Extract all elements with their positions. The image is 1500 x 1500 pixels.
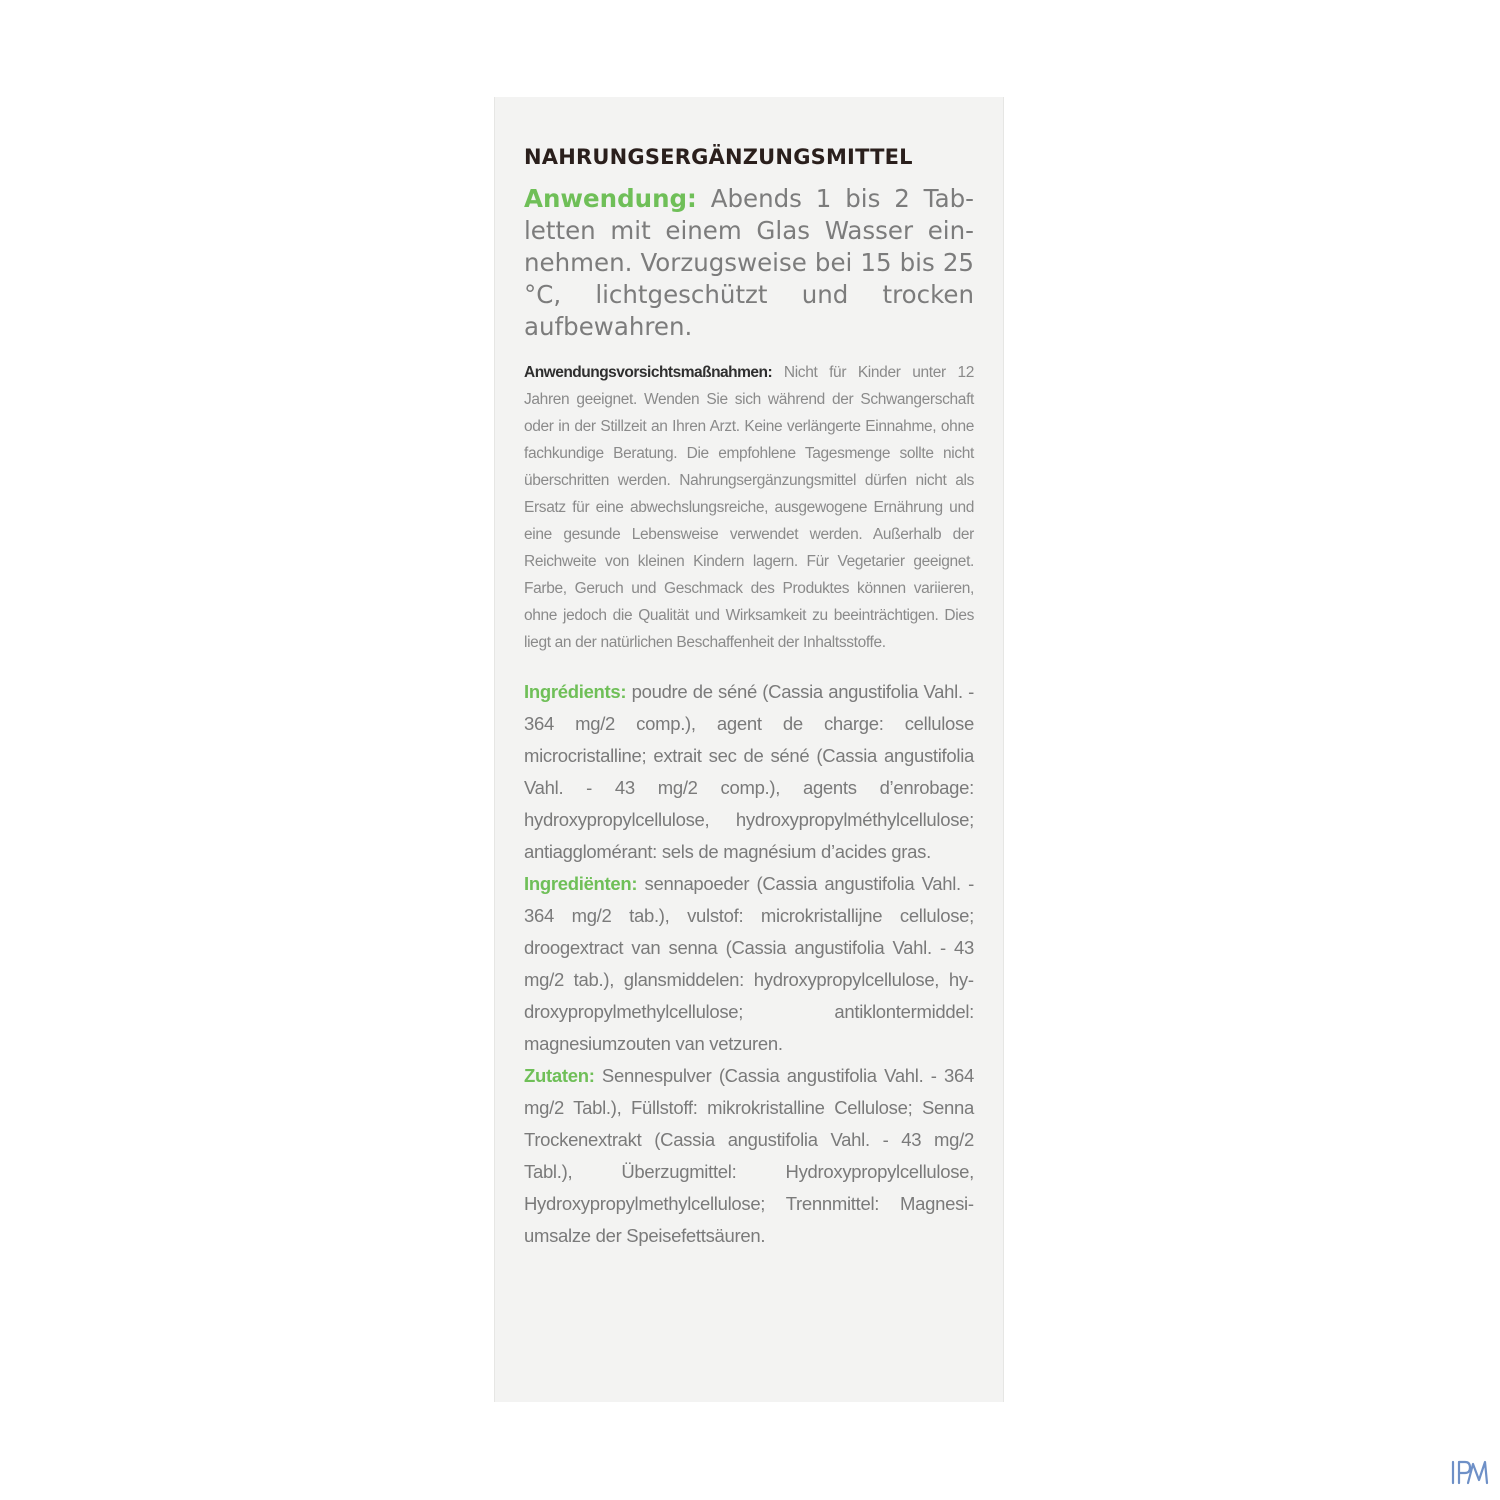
ingredients-fr-text: poudre de séné (Cassia angustifolia Vahl. - 364 mg/2 comp.), agent de charge: cellulose microcristalline; extrait sec de séné (Cassia angustifolia Vahl. - 43 mg/2 comp.), agents d’enrobage: hydroxypropylcellulose, hydroxypropylméthylcellulose; antiagglomérant: sels de magnésium d’acides gras. (524, 681, 974, 862)
precautions-label: Anwendungsvorsichtsmaßnahmen: (524, 364, 773, 381)
usage-paragraph (524, 183, 974, 343)
ingredients-fr-label: Ingrédients: (524, 681, 627, 702)
package-side-panel (494, 97, 1004, 1402)
precautions-paragraph (524, 359, 974, 656)
ingredients-de-paragraph (524, 1060, 974, 1252)
usage-text: Abends 1 bis 2 Tabletten mit einem Glas Wasser einnehmen. Vorzugsweise bei 15 bis 25 °C, lichtgeschützt und trocken aufbewahren. (524, 184, 974, 341)
ingredients-nl-paragraph (524, 868, 974, 1060)
ingredients-nl-label: Ingrediënten: (524, 873, 638, 894)
precautions-text: Nicht für Kinder unter 12 Jahren geeignet. Wenden Sie sich während der Schwangerschaft oder in der Stillzeit an Ihren Arzt. Keine verlängerte Einnahme, ohne fachkundige Beratung. Die empfohlene Tagesmenge sollte nicht überschritten werden. Nahrungsergänzungsmittel dürfen nicht als Ersatz für eine abwechslungsreiche, ausgewogene Ernährung und eine gesunde Lebensweise verwendet werden. Außerhalb der Reichweite von kleinen Kindern lagern. Für Vegetarier geeignet. Farbe, Geruch und Geschmack des Produktes können variieren, ohne jedoch die Qualität und Wirksamkeit zu beeinträchtigen. Dies liegt an der natürlichen Beschaffenheit der Inhaltsstoffe. (524, 364, 974, 651)
ingredients-de-text: Sennespulver (Cassia angustifolia Vahl. - 364 mg/2 Tabl.), Füllstoff: mikrokristalline Cellulose; Senna Trockenextrakt (Cassia angustifolia Vahl. - 43 mg/2 Tabl.), Überzugmittel: Hydroxypropylcellulose, Hydroxypropylmethylcellulose; Trennmittel: Magnesiumsalze der Speisefettsäuren. (524, 1065, 974, 1246)
product-category-title: NAHRUNGSERGÄNZUNGSMITTEL (524, 145, 913, 169)
ingredients-nl-text: sennapoeder (Cassia angustifolia Vahl. - 364 mg/2 tab.), vulstof: microkristallijne cellulose; droogextract van senna (Cassia angustifolia Vahl. - 43 mg/2 tab.), glansmiddelen: hydroxypropylcellulose, hydroxypropylmethylcellulose; antiklontermiddel: magnesiumzouten van vetzuren. (524, 873, 974, 1054)
ipm-watermark-logo (1450, 1458, 1490, 1486)
ingredients-fr-paragraph (524, 676, 974, 868)
ingredients-de-label: Zutaten: (524, 1065, 595, 1086)
label-text-block (524, 145, 974, 1252)
usage-label: Anwendung: (524, 184, 697, 213)
